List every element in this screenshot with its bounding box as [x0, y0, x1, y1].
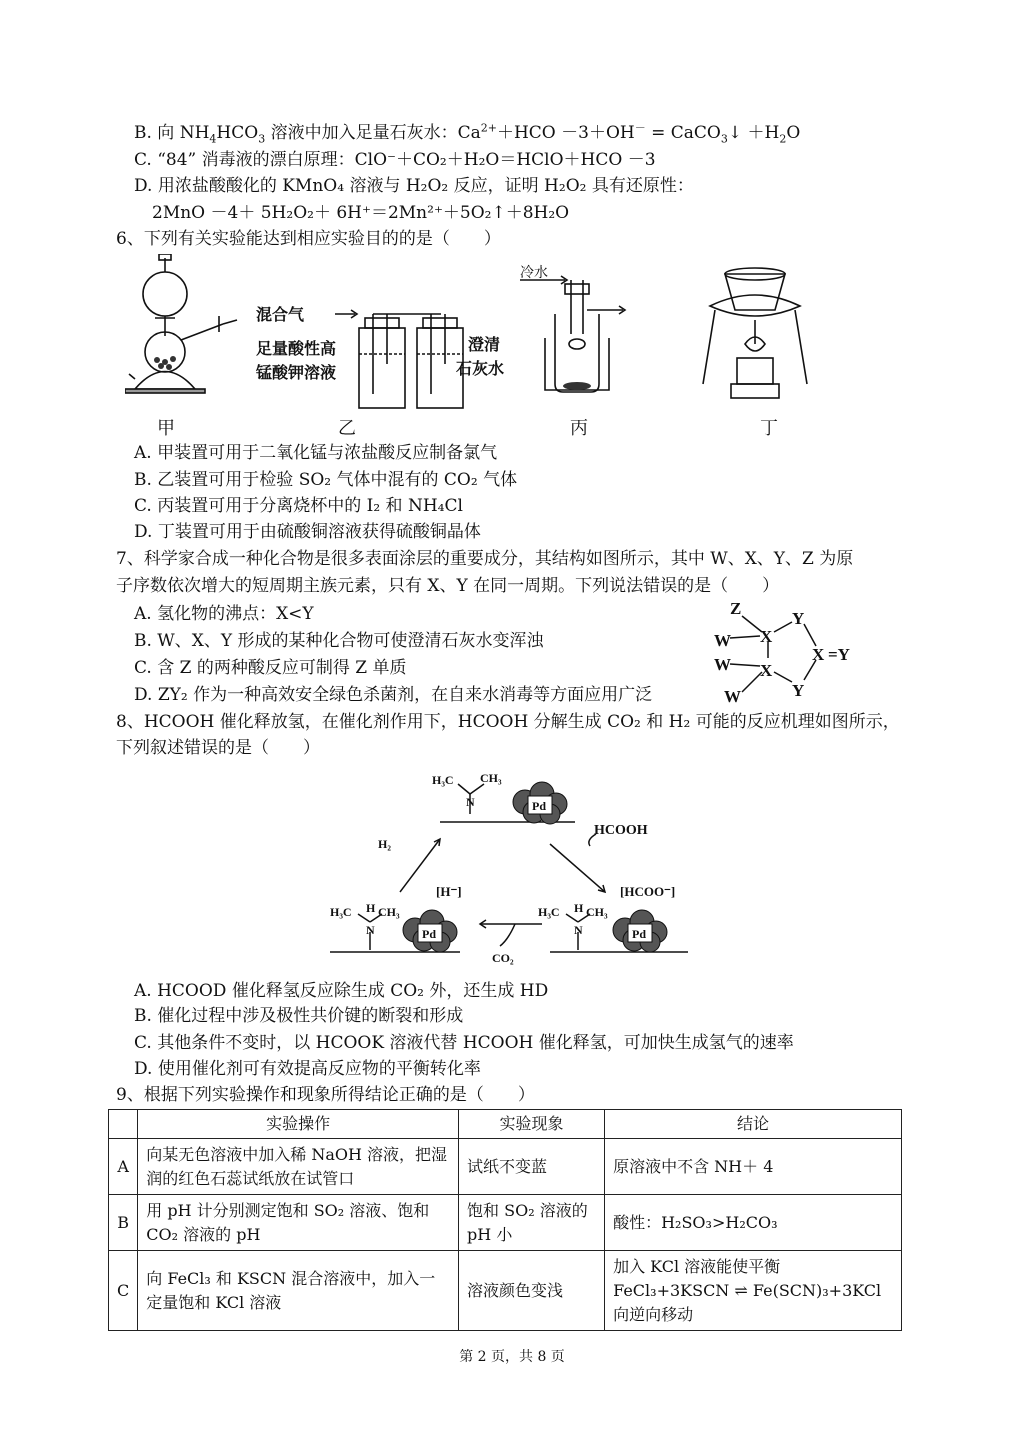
q7-stem-line1: 7、科学家合成一种化合物是很多表面涂层的重要成分，其结构如图所示，其中 W、X、Y、Z 为原 [116, 549, 854, 569]
q8-option-b: B. 催化过程中涉及极性共价键的断裂和形成 [134, 1006, 464, 1026]
table-row [109, 1251, 902, 1331]
atom-w1: W [714, 631, 731, 650]
q8-stem-line1: 8、HCOOH 催化释放氢，在催化剂作用下，HCOOH 分解生成 CO₂ 和 H₂ 可能的反应机理如图所示， [116, 712, 900, 732]
q8-mechanism-figure [320, 764, 700, 974]
label-kmno4-line2: 锰酸钾溶液 [256, 363, 337, 382]
atom-y-top: Y [792, 609, 805, 628]
label-limewater-line1: 澄清 [468, 335, 501, 354]
n-right: N [574, 923, 583, 937]
row-key: C [109, 1251, 138, 1331]
conclusion-equation: FeCl₃+3KSCN ⇌ Fe(SCN)₃+3KCl [613, 1280, 882, 1300]
caption-bing: 丙 [570, 418, 588, 439]
q6-stem: 6、下列有关实验能达到相应实验目的的是（ ） [116, 229, 501, 249]
header-operation: 实验操作 [138, 1110, 459, 1139]
pd-right: Pd [632, 927, 647, 941]
row-conclusion [605, 1251, 902, 1331]
q6-option-b: B. 乙装置可用于检验 SO₂ 气体中混有的 CO₂ 气体 [134, 470, 518, 490]
row-key: B [109, 1195, 138, 1251]
q8-stem-line2: 下列叙述错误的是（ ） [116, 738, 320, 758]
co2-label: CO₂ [492, 951, 514, 965]
header-conclusion: 结论 [605, 1110, 902, 1139]
q5-option-d-equation: 2MnO －4＋ 5H₂O₂＋ 6H⁺＝2Mn²⁺＋5O₂↑＋8H₂O [152, 203, 570, 223]
conclusion-line1: 加入 KCl 溶液能使平衡 [613, 1256, 781, 1276]
h3c-top: H₃C [432, 773, 454, 787]
q7-option-d: D. ZY₂ 作为一种高效安全绿色杀菌剂，在自来水消毒等方面应用广泛 [134, 685, 653, 705]
table-header-row [109, 1110, 902, 1139]
q7-structure-figure [700, 596, 880, 708]
row-operation: 向 FeCl₃ 和 KSCN 混合溶液中，加入一定量饱和 KCl 溶液 [138, 1251, 459, 1331]
row-conclusion: 原溶液中不含 NH＋ 4 [605, 1139, 902, 1195]
q5-option-b: B. 向 $NH_4HCO_3$ 溶液中加入足量石灰水：$Ca^{2+}+HCO -3+OH^-$ = CaCO$_3$↓ $+H_2O$ [134, 121, 801, 146]
label-mixed-gas: 混合气 [256, 305, 305, 324]
hcooh-label: HCOOH [594, 823, 648, 838]
q9-table [108, 1109, 902, 1331]
atom-z: Z [730, 599, 742, 618]
header-phenomenon: 实验现象 [459, 1110, 605, 1139]
q8-option-d: D. 使用催化剂可有效提高反应物的平衡转化率 [134, 1059, 481, 1079]
table-row [109, 1195, 902, 1251]
conclusion-line3: 向逆向移动 [613, 1304, 694, 1324]
atom-y-bottom: Y [792, 681, 805, 700]
page-footer: 第 2 页，共 8 页 [459, 1349, 565, 1365]
ch3-left: CH₃ [378, 905, 400, 919]
label-limewater-line2: 石灰水 [456, 359, 505, 378]
header-key [109, 1110, 138, 1139]
label-kmno4-line1: 足量酸性高 [256, 339, 337, 358]
h2-label: H₂ [378, 837, 391, 851]
q6-option-d: D. 丁装置可用于由硫酸铜溶液获得硫酸铜晶体 [134, 522, 481, 542]
q7-option-b: B. W、X、Y 形成的某种化合物可使澄清石灰水变浑浊 [134, 631, 544, 651]
pd-top: Pd [532, 799, 547, 813]
atom-x-right: X [812, 645, 825, 664]
ch3-right: CH₃ [586, 905, 608, 919]
row-phenomenon: 溶液颜色变浅 [459, 1251, 605, 1331]
pd-left: Pd [422, 927, 437, 941]
q7-option-a: A. 氢化物的沸点：X<Y [134, 604, 314, 624]
n-left: N [366, 923, 375, 937]
caption-jia: 甲 [157, 418, 175, 439]
apparatus-bing [520, 276, 625, 392]
row-operation: 用 pH 计分别测定饱和 SO₂ 溶液、饱和 CO₂ 溶液的 pH [138, 1195, 459, 1251]
row-phenomenon: 饱和 SO₂ 溶液的 pH 小 [459, 1195, 605, 1251]
caption-yi: 乙 [338, 418, 356, 439]
q6-option-c: C. 丙装置可用于分离烧杯中的 I₂ 和 NH₄Cl [134, 496, 463, 516]
hcoo-minus-label: [HCOO⁻] [620, 884, 676, 899]
atom-x1: X [760, 627, 773, 646]
h3c-left: H₃C [330, 905, 352, 919]
q7-stem-line2: 子序数依次增大的短周期主族元素，只有 X、Y 在同一周期。下列说法错误的是（ ） [116, 576, 780, 596]
q9-stem: 9、根据下列实验操作和现象所得结论正确的是（ ） [116, 1085, 535, 1105]
q5-option-c: C. “84” 消毒液的漂白原理：ClO⁻＋CO₂＋H₂O＝HClO＋HCO －3 [134, 150, 656, 170]
q8-option-a: A. HCOOD 催化释氢反应除生成 CO₂ 外，还生成 HD [134, 981, 549, 1001]
row-key: A [109, 1139, 138, 1195]
label-cold-water: 冷水 [520, 265, 548, 281]
atom-x2: X [760, 661, 773, 680]
apparatus-yi [335, 310, 463, 408]
q7-option-c: C. 含 Z 的两种酸反应可制得 Z 单质 [134, 658, 407, 678]
q6-option-a: A. 甲装置可用于二氧化锰与浓盐酸反应制备氯气 [134, 443, 498, 463]
h-minus-label: [H⁻] [436, 884, 462, 899]
row-conclusion: 酸性：H₂SO₃>H₂CO₃ [605, 1195, 902, 1251]
h-left: H [366, 901, 376, 915]
row-phenomenon: 试纸不变蓝 [459, 1139, 605, 1195]
apparatus-jia [125, 254, 237, 393]
q5-option-d: D. 用浓盐酸酸化的 KMnO₄ 溶液与 H₂O₂ 反应，证明 H₂O₂ 具有还原性： [134, 176, 694, 196]
h3c-right: H₃C [538, 905, 560, 919]
atom-y-double: =Y [828, 645, 850, 664]
q8-option-c: C. 其他条件不变时，以 HCOOK 溶液代替 HCOOH 催化释氢，可加快生成氢气的速率 [134, 1033, 794, 1053]
atom-w3: W [724, 687, 741, 706]
caption-ding: 丁 [760, 418, 778, 439]
h-right: H [574, 901, 584, 915]
ch3-top: CH₃ [480, 771, 502, 785]
table-row [109, 1139, 902, 1195]
atom-w2: W [714, 655, 731, 674]
apparatus-ding [703, 268, 807, 398]
row-operation: 向某无色溶液中加入稀 NaOH 溶液，把湿润的红色石蕊试纸放在试管口 [138, 1139, 459, 1195]
n-top: N [466, 795, 475, 809]
